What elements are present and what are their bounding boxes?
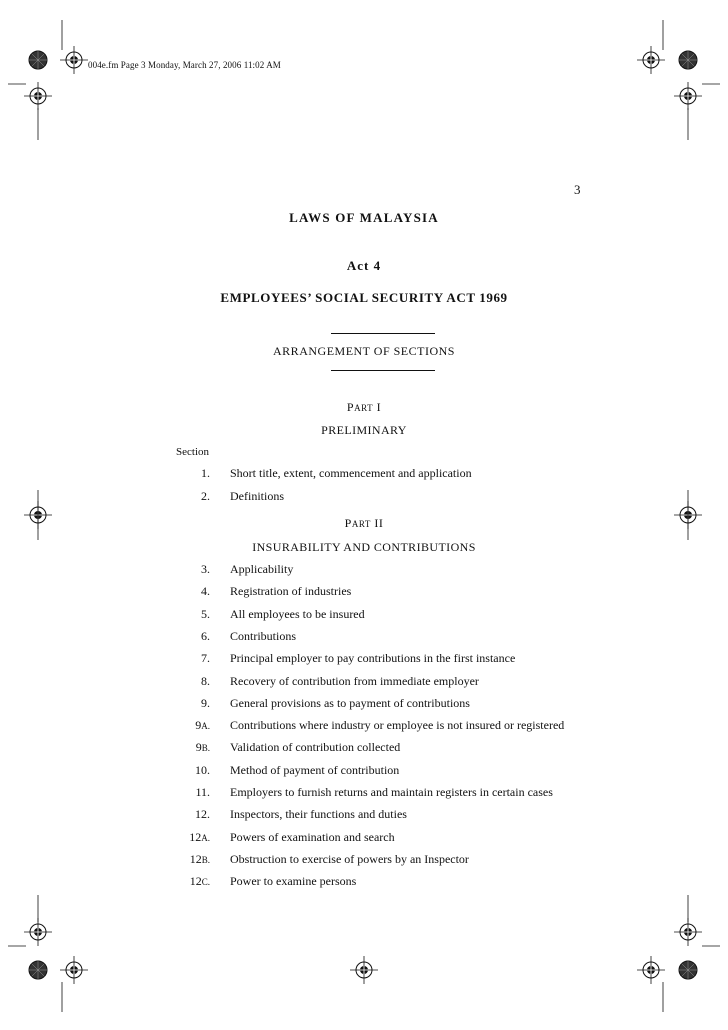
section-entry (168, 740, 608, 760)
section-entry (168, 674, 608, 694)
section-entry (168, 785, 608, 805)
section-entry (168, 584, 608, 604)
section-title: General provisions as to payment of contributions (230, 695, 470, 710)
section-title: Principal employer to pay contributions in the first instance (230, 651, 516, 666)
section-number (168, 607, 210, 622)
section-number-digits: 4. (201, 584, 210, 599)
registration-mark-icon (24, 918, 52, 946)
registration-mark-icon (674, 82, 702, 110)
color-target-icon (679, 961, 697, 979)
section-number (168, 830, 210, 845)
section-number-digits: 12 (189, 851, 202, 866)
section-entry (168, 807, 608, 827)
section-number (168, 740, 210, 755)
section-number-suffix: A. (201, 721, 210, 732)
color-target-icon (29, 961, 47, 979)
part-numeral: I (376, 400, 382, 414)
registration-mark-icon (674, 918, 702, 946)
section-entry (168, 562, 608, 582)
section-entry (168, 696, 608, 716)
part-heading (0, 400, 728, 415)
section-number (168, 489, 210, 504)
section-entry (168, 651, 608, 671)
section-number (168, 584, 210, 599)
section-entry (168, 874, 608, 894)
section-number-digits: 3. (201, 562, 210, 576)
color-target-icon (29, 51, 47, 69)
section-title: Contributions where industry or employee is not insured or registered (230, 718, 565, 733)
section-number-digits: 9 (195, 740, 202, 755)
section-number-suffix: C. (201, 877, 210, 888)
section-number-digits: 5. (201, 606, 210, 621)
section-title: Validation of contribution collected (230, 740, 401, 755)
part-word-rest: ART (351, 519, 371, 529)
section-title: Applicability (230, 562, 294, 576)
section-number (168, 763, 210, 778)
section-number (168, 466, 210, 481)
part-title: INSURABILITY AND CONTRIBUTIONS (252, 540, 476, 554)
act-number: Act 4 (346, 258, 382, 273)
section-number-digits: 12 (189, 829, 202, 844)
divider-rule (331, 333, 435, 334)
registration-mark-icon (637, 956, 665, 984)
section-number-digits: 2. (201, 488, 210, 503)
section-number-digits: 7. (201, 651, 210, 666)
part-heading (0, 516, 728, 531)
part-title: PRELIMINARY (321, 423, 407, 437)
section-number-digits: 8. (201, 673, 210, 688)
section-number (168, 629, 210, 644)
section-title: Contributions (230, 628, 297, 643)
section-title: Obstruction to exercise of powers by an Inspector (230, 851, 469, 866)
divider-rule (331, 370, 435, 371)
section-title: Method of payment of contribution (230, 762, 400, 777)
section-number-digits: 12 (189, 874, 202, 889)
registration-mark-icon (24, 82, 52, 110)
section-number (168, 674, 210, 689)
section-number (168, 718, 210, 733)
section-entry (168, 718, 608, 738)
section-number (168, 785, 210, 800)
section-title: Recovery of contribution from immediate employer (230, 673, 479, 688)
arrangement-heading: ARRANGEMENT OF SECTIONS (273, 344, 455, 358)
registration-mark-icon (350, 956, 378, 984)
section-number (168, 562, 210, 577)
section-entry (168, 489, 608, 509)
part-numeral: II (374, 516, 384, 530)
section-title: Short title, extent, commencement and application (230, 466, 472, 480)
section-number-digits: 6. (201, 628, 210, 643)
section-title: All employees to be insured (230, 606, 365, 621)
section-entry (168, 830, 608, 850)
print-slug: 004e.fm Page 3 Monday, March 27, 2006 11:02 AM (88, 60, 281, 70)
section-number-suffix: B. (201, 854, 210, 865)
section-column-label: Section (176, 446, 209, 458)
section-number-digits: 11. (195, 785, 210, 799)
section-number-digits: 10. (195, 762, 210, 777)
section-number (168, 852, 210, 867)
section-number (168, 696, 210, 711)
section-title: Power to examine persons (230, 874, 357, 889)
section-title: Employers to furnish returns and maintain registers in certain cases (230, 785, 553, 799)
section-number-suffix: A. (201, 832, 210, 843)
part-word-rest: ART (354, 403, 374, 413)
color-target-icon (679, 51, 697, 69)
section-number (168, 874, 210, 889)
section-entry (168, 466, 608, 486)
section-entry (168, 852, 608, 872)
section-title: Registration of industries (230, 584, 352, 599)
section-number-digits: 9 (195, 718, 202, 733)
registration-mark-icon (60, 956, 88, 984)
section-entry (168, 607, 608, 627)
section-entry (168, 763, 608, 783)
registration-mark-icon (637, 46, 665, 74)
act-name: EMPLOYEES’ SOCIAL SECURITY ACT 1969 (220, 290, 508, 305)
page-number: 3 (574, 182, 581, 197)
section-number-digits: 9. (201, 695, 210, 710)
section-number-suffix: B. (201, 743, 210, 754)
section-title: Definitions (230, 488, 284, 503)
section-entry (168, 629, 608, 649)
laws-title: LAWS OF MALAYSIA (289, 210, 439, 225)
registration-mark-icon (60, 46, 88, 74)
section-title: Powers of examination and search (230, 829, 395, 844)
section-number-digits: 12. (195, 807, 210, 822)
section-number (168, 807, 210, 822)
section-number-digits: 1. (201, 466, 210, 480)
section-title: Inspectors, their functions and duties (230, 807, 407, 822)
part-word-initial: P (344, 516, 352, 530)
part-word-initial: P (346, 400, 355, 414)
section-number (168, 651, 210, 666)
